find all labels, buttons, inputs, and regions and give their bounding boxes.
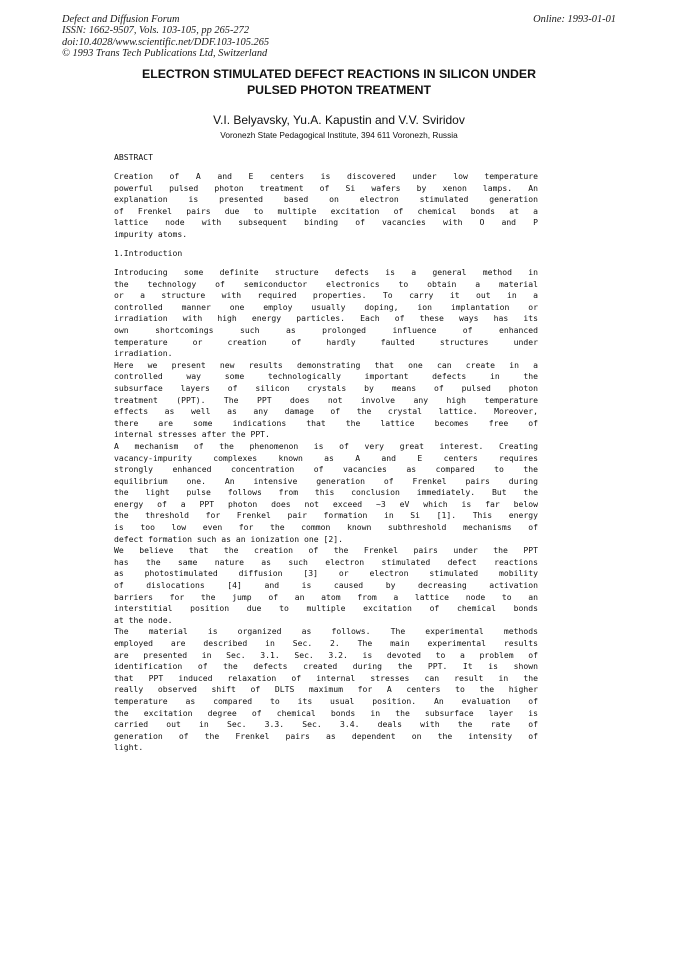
online-date: Online: 1993-01-01: [533, 14, 616, 25]
abstract-heading: ABSTRACT: [114, 152, 153, 162]
introduction-heading: 1.Introduction: [114, 248, 183, 258]
intro-line: defect formation such as an ionization one [2].: [114, 533, 344, 544]
intro-line: controlled manner one employ usually doping, ion implantation or: [114, 301, 538, 312]
abstract-line: of Frenkel pairs due to multiple excitation of chemical bonds at a: [114, 205, 538, 216]
intro-line: internal stresses after the PPT.: [114, 429, 270, 440]
intro-line: We believe that the creation of the Frenkel pairs under the PPT: [114, 545, 538, 556]
intro-line: equilibrium one. An intensive generation of Frenkel pairs during: [114, 475, 538, 486]
introduction-body: [114, 267, 538, 754]
intro-line: controlled way some technologically important defects in the: [114, 371, 538, 382]
abstract-line: explanation is presented based on electron stimulated generation: [114, 194, 538, 205]
intro-line: own shortcomings such as prolonged influence of enhanced: [114, 324, 538, 335]
intro-line: as photostimulated diffusion [3] or electron stimulated mobility: [114, 568, 538, 579]
authors: V.I. Belyavsky, Yu.A. Kapustin and V.V. Sviridov: [213, 113, 465, 127]
intro-line: there are some indications that the lattice becomes free of: [114, 417, 538, 428]
abstract-line: Creation of A and E centers is discovered under low temperature: [114, 171, 538, 181]
intro-line: strongly enhanced concentration of vacancies as compared to the: [114, 464, 538, 475]
intro-line: the excitation degree of chemical bonds in the subsurface layer is: [114, 707, 538, 718]
intro-line: treatment (PPT). The PPT does not involve any high temperature: [114, 394, 538, 405]
issn-line: ISSN: 1662-9507, Vols. 103-105, pp 265-272: [62, 25, 250, 37]
intro-line: of dislocations [4] and is caused by decreasing activation: [114, 580, 538, 591]
intro-line: subsurface layers of silicon crystals by means of pulsed photon: [114, 382, 538, 393]
intro-line: interstitial position due to multiple excitation of chemical bonds: [114, 603, 538, 614]
intro-line: light.: [114, 742, 144, 753]
intro-line: irradiation with high energy particles. Each of these ways has its: [114, 313, 538, 324]
affiliation: Voronezh State Pedagogical Institute, 394 611 Voronezh, Russia: [220, 130, 458, 140]
title-line-2: PULSED PHOTON TREATMENT: [246, 82, 431, 97]
intro-line: irradiation.: [114, 348, 173, 359]
intro-line: at the node.: [114, 614, 173, 625]
intro-line: the threshold for Frenkel pair formation in Si [1]. This energy: [114, 510, 538, 521]
intro-line: temperature as compared to its usual position. An evaluation of: [114, 695, 538, 706]
abstract-line: powerful pulsed photon treatment of Si wafers by xenon lamps. An: [114, 182, 538, 193]
intro-line: is too low even for the common known subthreshold mechanisms of: [114, 522, 538, 533]
intro-line: A mechanism of the phenomenon is of very great interest. Creating: [114, 440, 538, 451]
paper-title: [90, 67, 588, 98]
intro-line: really observed shift of DLTS maximum for A centers to the higher: [114, 684, 538, 695]
intro-line: that PPT induced relaxation of internal stresses can result in the: [114, 672, 538, 683]
intro-line: carried out in Sec. 3.3. Sec. 3.4. deals with the rate of: [114, 719, 538, 730]
intro-line: the light pulse follows from this conclusion immediately. But the: [114, 487, 538, 498]
abstract-body: [114, 171, 538, 241]
intro-line: The material is organized as follows. The experimental methods: [114, 626, 538, 637]
abstract-line: impurity atoms.: [114, 228, 188, 239]
intro-line: employed are described in Sec. 2. The main experimental results: [114, 638, 538, 648]
intro-line: or a structure with required properties. To carry it out in a: [114, 290, 538, 301]
intro-line: vacancy-impurity complexes known as A and E centers requires: [114, 452, 538, 463]
intro-line: energy of a PPT photon does not exceed ~3 eV which is far below: [114, 498, 538, 509]
intro-line: has the same nature as such electron stimulated defect reactions: [114, 556, 538, 567]
doi-line: doi:10.4028/www.scientific.net/DDF.103-105.265: [62, 36, 270, 48]
title-line-1: ELECTRON STIMULATED DEFECT REACTIONS IN SILICON UNDER: [142, 67, 536, 81]
intro-line: effects as well as any damage of the crystal lattice. Moreover,: [114, 406, 538, 417]
intro-line: temperature or creation of hardly faulted structures under: [114, 336, 538, 347]
intro-line: are presented in Sec. 3.1. Sec. 3.2. is devoted to a problem of: [114, 649, 538, 660]
abstract-line: lattice node with subsequent binding of vacancies with O and P: [114, 217, 538, 228]
intro-line: barriers for the jump of an atom from a lattice node to an: [114, 591, 538, 602]
intro-line: generation of the Frenkel pairs as dependent on the intensity of: [114, 730, 538, 741]
intro-line: the technology of semiconductor electronics to obtain a material: [114, 278, 538, 289]
intro-line: Introducing some definite structure defects is a general method in: [114, 267, 538, 277]
copyright-line: © 1993 Trans Tech Publications Ltd, Switzerland: [62, 48, 268, 60]
journal-name: Defect and Diffusion Forum: [62, 14, 180, 25]
intro-line: Here we present new results demonstrating that one can create in a: [114, 359, 538, 370]
intro-line: identification of the defects created during the PPT. It is shown: [114, 661, 538, 672]
